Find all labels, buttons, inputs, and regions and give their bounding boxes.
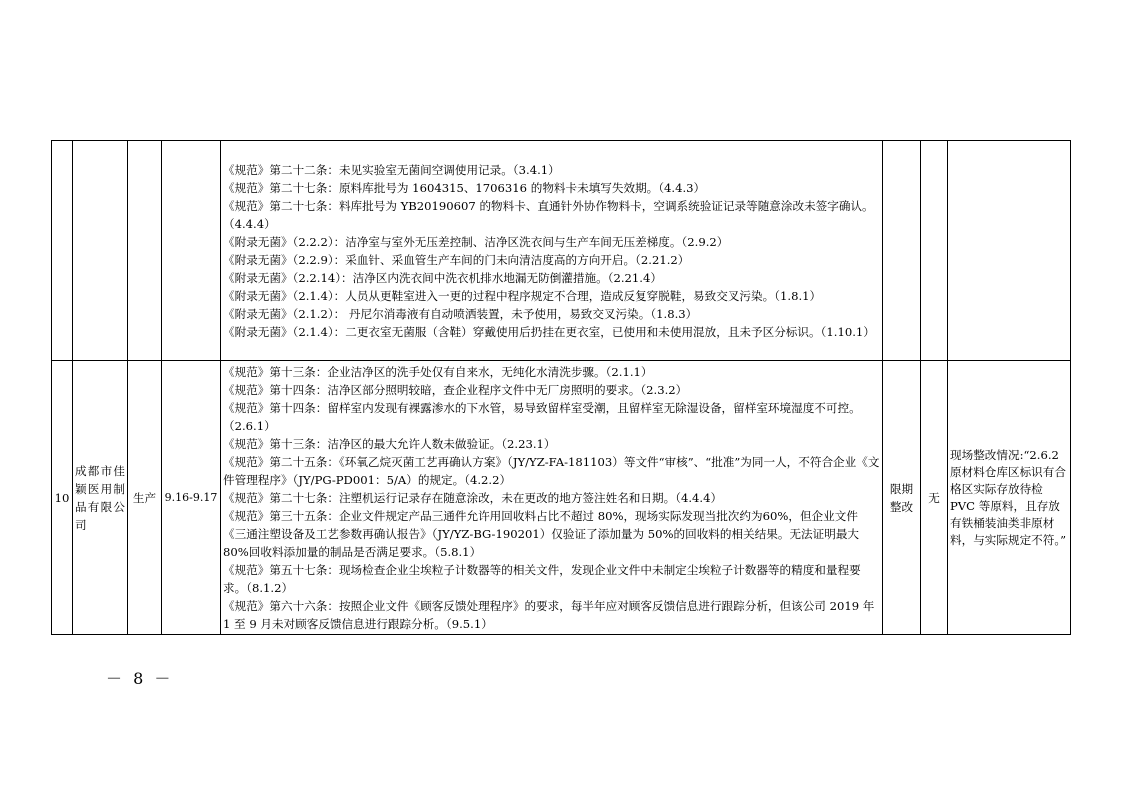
measure: 限期整改 — [883, 361, 921, 635]
table-row — [52, 141, 1071, 361]
defect-item: 《附录无菌》（2.2.9）：采血针、采血管生产车间的门未向清洁度高的方向开启。（2.21.2） — [223, 252, 690, 267]
company-name: 成都市佳颖医用制品有限公司 — [73, 361, 128, 635]
other-result: 无 — [921, 361, 948, 635]
page-number: － 8 － — [106, 669, 174, 688]
defect-item: 《规范》第二十五条：《环氧乙烷灭菌工艺再确认方案》（JY/YZ-FA-181103）等文件“审核”、“批准”为同一人，不符合企业《文件管理程序》（JY/PG-PD001：5/A）的规定。（4.2.2） — [223, 454, 880, 487]
inspection-date — [162, 141, 221, 361]
defect-item: 《附录无菌》（2.2.2）：洁净室与室外无压差控制、洁净区洗衣间与生产车间无压差梯度。（2.9.2） — [223, 234, 729, 249]
row-number — [52, 141, 73, 361]
other-result — [921, 141, 948, 361]
defect-item: 《规范》第十四条：留样室内发现有裸露渗水的下水管，易导致留样室受潮，且留样室无除湿设备，留样室环境湿度不可控。（2.6.1） — [223, 400, 861, 433]
defect-item: 《附录无菌》（2.2.14）：洁净区内洗衣间中洗衣机排水地漏无防倒灌措施。（2.21.4） — [223, 270, 662, 285]
defect-item: 《附录无菌》（2.1.2）： 丹尼尔消毒液有自动喷洒装置，未予使用，易致交叉污染。（1.8.3） — [223, 306, 698, 321]
defect-item: 《规范》第十三条：企业洁净区的洗手处仅有自来水，无纯化水清洗步骤。（2.1.1） — [223, 364, 653, 379]
defect-item: 《规范》第二十七条：注塑机运行记录存在随意涂改，未在更改的地方签注姓名和日期。（4.4.4） — [223, 490, 723, 505]
measure — [883, 141, 921, 361]
inspection-type: 生产 — [128, 361, 162, 635]
defect-item: 《规范》第三十五条：企业文件规定产品三通件允许用回收料占比不超过 80%，现场实际发现当批次约为60%，但企业文件《三通注塑设备及工艺参数再确认报告》（JY/YZ-BG-190201）仅验证了添加量为 50%的回收料的相关结果。无法证明最大 80%回收料添加量的制品是否满足要求。（5.8.1） — [223, 508, 860, 559]
remark: 现场整改情况:“2.6.2 原材料仓库区标识有合格区实际存放待检 PVC 等原料，且存放有铁桶装油类非原材料，与实际规定不符。” — [948, 361, 1071, 635]
inspection-date: 9.16-9.17 — [162, 361, 221, 635]
inspection-table — [51, 140, 1071, 635]
table-row — [52, 361, 1071, 635]
defect-list — [221, 361, 883, 635]
company-name — [73, 141, 128, 361]
remark — [948, 141, 1071, 361]
defect-item: 《规范》第二十二条：未见实验室无菌间空调使用记录。（3.4.1） — [223, 162, 560, 177]
defect-item: 《规范》第十四条：洁净区部分照明较暗，查企业程序文件中无厂房照明的要求。（2.3.2） — [223, 382, 688, 397]
row-number: 10 — [52, 361, 73, 635]
defect-item: 《规范》第二十七条：原料库批号为 1604315、1706316 的物料卡未填写失效期。（4.4.3） — [223, 180, 706, 195]
defect-item: 《规范》第二十七条：料库批号为 YB20190607 的物料卡、直通针外协作物料卡，空调系统验证记录等随意涂改未签字确认。（4.4.4） — [223, 198, 874, 231]
inspection-type — [128, 141, 162, 361]
defect-list — [221, 141, 883, 361]
defect-item: 《附录无菌》（2.1.4）：二更衣室无菌服（含鞋）穿戴使用后扔挂在更衣室，已使用和未使用混放，且未予区分标识。（1.10.1） — [223, 324, 875, 339]
defect-item: 《规范》第十三条：洁净区的最大允许人数未做验证。（2.23.1） — [223, 436, 556, 451]
defect-item: 《规范》第五十七条：现场检查企业尘埃粒子计数器等的相关文件，发现企业文件中未制定尘埃粒子计数器等的精度和量程要求。（8.1.2） — [223, 562, 861, 595]
defect-item: 《附录无菌》（2.1.4）：人员从更鞋室进入一更的过程中程序规定不合理，造成反复穿脱鞋，易致交叉污染。（1.8.1） — [223, 288, 822, 303]
defect-item: 《规范》第六十六条：按照企业文件《顾客反馈处理程序》的要求，每半年应对顾客反馈信息进行跟踪分析，但该公司 2019 年 1 至 9 月未对顾客反馈信息进行跟踪分析。（9.5.1） — [223, 598, 875, 631]
